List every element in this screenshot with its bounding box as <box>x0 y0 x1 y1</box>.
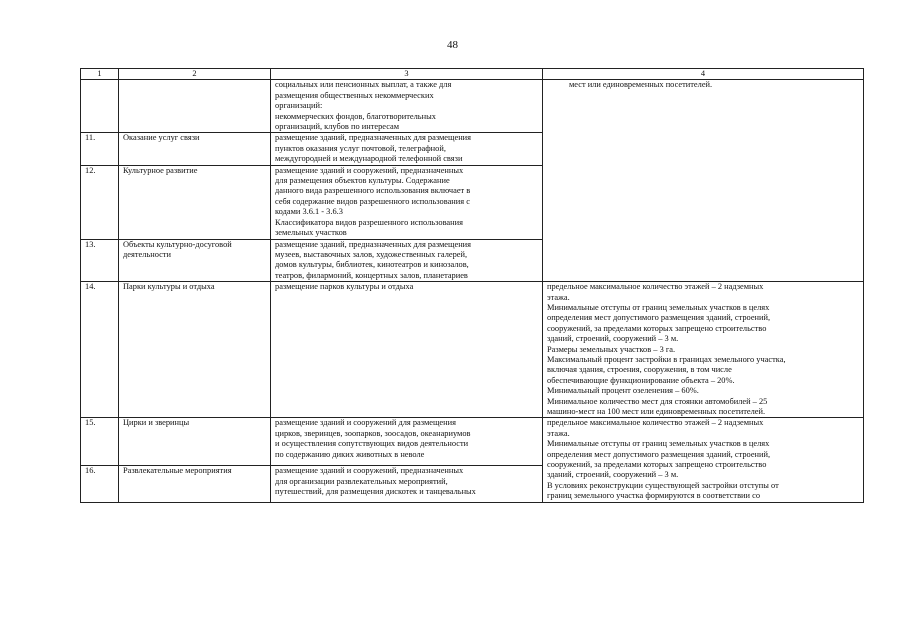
text-line: кодами 3.6.1 - 3.6.3 <box>275 207 343 217</box>
use-description <box>271 165 543 239</box>
text-line: зданий, строений, сооружений – 3 м. <box>547 470 679 480</box>
use-type-name: Оказание услуг связи <box>119 133 271 165</box>
text-line: Минимальное количество мест для стоянки автомобилей – 25 <box>547 396 768 406</box>
row-number: 16. <box>81 466 119 502</box>
text-line: данного вида разрешенного использования включает в <box>275 186 471 196</box>
text-line: для размещения объектов культуры. Содержание <box>275 176 450 186</box>
use-type-name: Развлекательные мероприятия <box>119 466 271 502</box>
use-description <box>271 466 543 502</box>
table-row <box>81 418 864 466</box>
text-line: Минимальный процент озеленения – 60%. <box>547 386 699 396</box>
zoning-table <box>80 68 864 503</box>
text-line: организаций: <box>275 101 323 111</box>
parameters-cell <box>543 80 864 282</box>
text-line: этажа. <box>547 292 570 302</box>
table-row <box>81 80 864 133</box>
use-type-name: Парки культуры и отдыха <box>119 282 271 418</box>
header-cell-2: 2 <box>119 69 271 80</box>
row-number: 11. <box>81 133 119 165</box>
header-cell-4: 4 <box>543 69 864 80</box>
text-line: себя содержание видов разрешенного использования с <box>275 196 470 206</box>
text-line: Классификатора видов разрешенного использования <box>275 217 463 227</box>
use-type-name <box>119 80 271 133</box>
use-description <box>271 133 543 165</box>
text-line: размещение зданий, предназначенных для размещения <box>275 239 472 249</box>
text-line: включая здания, строения, сооружения, в том числе <box>547 365 732 375</box>
text-line: размещение зданий и сооружений для размещения <box>275 418 456 428</box>
text-line: по содержанию диких животных в неволе <box>275 449 425 459</box>
table-row <box>81 282 864 418</box>
row-number: 14. <box>81 282 119 418</box>
text-line: сооружений, за пределами которых запрещено строительство <box>547 460 767 470</box>
text-line: машино-мест на 100 мест или единовременных посетителей. <box>547 407 766 416</box>
text-line: этажа. <box>547 428 570 438</box>
text-line: путешествий, для размещения дискотек и танцевальных <box>275 487 476 497</box>
row-number <box>81 80 119 133</box>
text-line: размещение парков культуры и отдыха <box>275 282 414 292</box>
text-line: предельное максимальное количество этажей – 2 надземных <box>547 282 764 292</box>
use-description <box>271 239 543 282</box>
text-line: и осуществления сопутствующих видов деятельности <box>275 439 469 449</box>
text-line: домов культуры, библиотек, кинотеатров и кинозалов, <box>275 260 469 270</box>
text-line: обеспечивающие функционирование объекта – 20%. <box>547 375 735 385</box>
use-description <box>271 418 543 466</box>
text-line: междугородней и международной телефонной связи <box>275 154 463 164</box>
use-type-name: Объекты культурно-досуговой деятельности <box>119 239 271 282</box>
header-cell-1: 1 <box>81 69 119 80</box>
text-line: Минимальные отступы от границ земельных участков в целях <box>547 302 770 312</box>
text-line: Минимальные отступы от границ земельных участков в целях <box>547 439 770 449</box>
use-type-name: Цирки и зверинцы <box>119 418 271 466</box>
table-header-row <box>81 69 864 80</box>
text-line: цирков, зверинцев, зоопарков, зоосадов, океанариумов <box>275 428 471 438</box>
parameters-cell <box>543 418 864 502</box>
text-line: пунктов оказания услуг почтовой, телеграфной, <box>275 143 446 153</box>
use-description <box>271 282 543 418</box>
text-line: определения мест допустимого размещения зданий, строений, <box>547 313 771 323</box>
text-line: организаций, клубов по интересам <box>275 122 400 132</box>
text-line: социальных или пенсионных выплат, а также для <box>275 80 452 90</box>
text-line: размещение зданий и сооружений, предназначенных <box>275 466 464 476</box>
text-line: некоммерческих фондов, благотворительных <box>275 111 436 121</box>
text-line: земельных участков <box>275 228 347 238</box>
text-line: границ земельного участка формируются в соответствии со <box>547 491 761 501</box>
text-line: сооружений, за пределами которых запрещено строительство <box>547 323 767 333</box>
row-number: 12. <box>81 165 119 239</box>
text-line: размещение зданий и сооружений, предназначенных <box>275 165 464 175</box>
text-line: музеев, выставочных залов, художественных галерей, <box>275 249 468 259</box>
page-number: 48 <box>447 39 458 51</box>
text-line: Максимальный процент застройки в границах земельного участка, <box>547 354 786 364</box>
text-line: размещения общественных некоммерческих <box>275 90 434 100</box>
header-cell-3: 3 <box>271 69 543 80</box>
text-line: для организации развлекательных мероприятий, <box>275 476 448 486</box>
row-number: 13. <box>81 239 119 282</box>
text-line: мест или единовременных посетителей. <box>569 80 713 90</box>
text-line: зданий, строений, сооружений – 3 м. <box>547 334 679 344</box>
text-line: В условиях реконструкции существующей застройки отступы от <box>547 480 779 490</box>
text-line: предельное максимальное количество этажей – 2 надземных <box>547 418 764 428</box>
use-description <box>271 80 543 133</box>
text-line: Размеры земельных участков – 3 га. <box>547 344 676 354</box>
parameters-cell <box>543 282 864 418</box>
row-number: 15. <box>81 418 119 466</box>
text-line: размещение зданий, предназначенных для размещения <box>275 133 472 143</box>
text-line: определения мест допустимого размещения зданий, строений, <box>547 449 771 459</box>
text-line: театров, филармоний, концертных залов, планетариев <box>275 270 468 280</box>
use-type-name: Культурное развитие <box>119 165 271 239</box>
